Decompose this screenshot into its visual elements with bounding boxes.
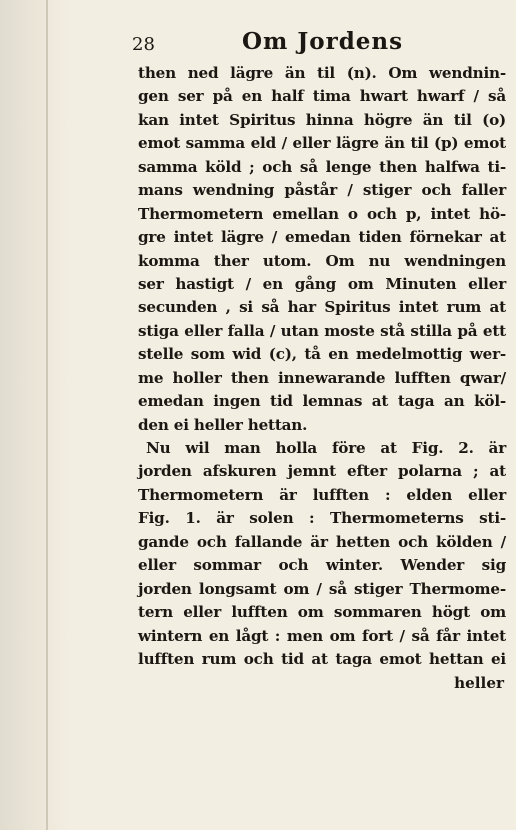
text-line: komma ther utom. Om nu wendningen (138, 251, 506, 270)
catchword: heller (454, 674, 504, 693)
text-line: kan intet Spiritus hinna högre än til (o) (138, 110, 506, 129)
text-line: Thermometern emellan o och p, intet hö- (138, 204, 506, 223)
text-line: lufften rum och tid at taga emot hettan ei (138, 649, 506, 668)
text-line: ser hastigt / en gång om Minuten eller (138, 274, 506, 293)
page-header (132, 28, 492, 62)
text-line: jorden longsamt om / så stiger Thermome- (138, 579, 506, 598)
text-line: Thermometern är lufften : elden eller (138, 485, 506, 504)
page-gutter (0, 0, 70, 830)
text-line: eller sommar och winter. Wender sig (138, 556, 506, 575)
text-line: Fig. 1. är solen : Thermometerns sti- (138, 509, 506, 528)
text-line: jorden afskuren jemnt efter polarna ; at (138, 462, 506, 481)
text-line: tern eller lufften om sommaren högt om (138, 603, 506, 622)
text-line: stiga eller falla / utan moste stå stilla på ett (138, 321, 506, 340)
running-head: Om Jordens (242, 28, 404, 55)
text-line: gre intet lägre / emedan tiden förnekar at (138, 228, 506, 247)
text-line: wintern en lågt : men om fort / så får intet (138, 626, 506, 645)
text-line: den ei heller hettan. (138, 415, 308, 434)
text-line: me holler then innewarande lufften qwar/ (138, 368, 506, 387)
page-number: 28 (132, 34, 155, 55)
text-line: secunden , si så har Spiritus intet rum at (138, 298, 506, 317)
body-text (138, 62, 506, 695)
text-line: gen ser på en half tima hwart hwarf / så (138, 87, 506, 106)
text-line: emedan ingen tid lemnas at taga an köl- (138, 392, 506, 411)
text-line: samma köld ; och så lenge then halfwa ti- (138, 157, 506, 176)
text-line: stelle som wid (c), tå en medelmottig wer- (138, 345, 506, 364)
text-line: gande och fallande är hetten och kölden / (138, 532, 506, 551)
text-line: Nu wil man holla före at Fig. 2. är (146, 439, 506, 457)
text-line: emot samma eld / eller lägre än til (p) emot (138, 134, 506, 153)
binding-edge (46, 0, 48, 830)
text-line: mans wendning påstår / stiger och faller (138, 181, 506, 200)
text-line: then ned lägre än til (n). Om wendnin- (138, 64, 506, 82)
